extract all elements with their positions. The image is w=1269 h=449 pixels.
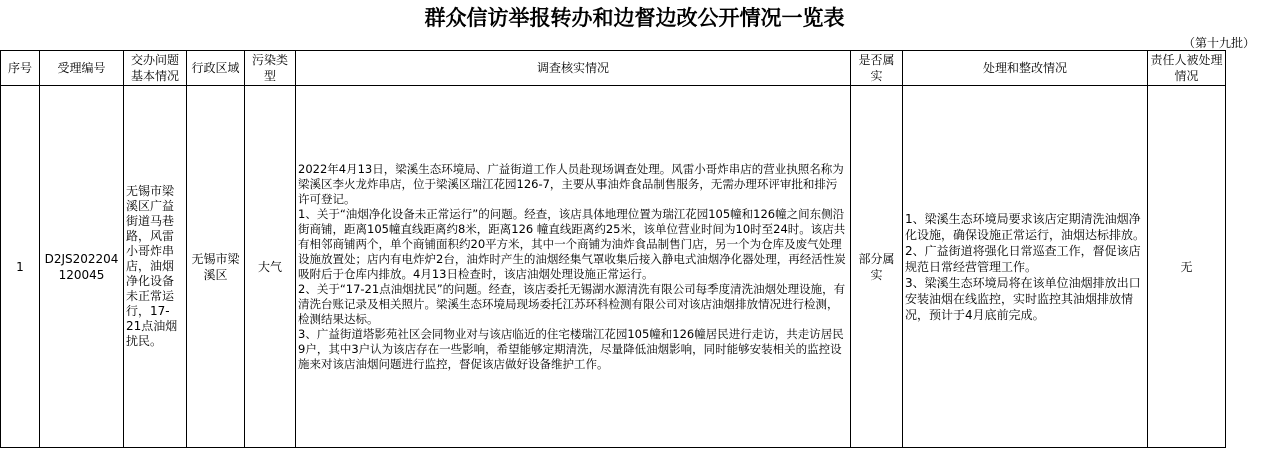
cell-issue: 无锡市梁溪区广益街道马巷路，风雷小哥炸串店，油烟净化设备未正常运行，17-21点油烟扰民。: [124, 86, 187, 448]
cell-is-true: 部分属实: [851, 86, 903, 448]
header-investigation: 调查核实情况: [296, 51, 851, 86]
cell-case-no: D2JS202204120045: [40, 86, 124, 448]
header-district: 行政区域: [187, 51, 245, 86]
header-is-true: 是否属实: [851, 51, 903, 86]
header-row: [1, 51, 1226, 86]
header-pollution: 污染类型: [245, 51, 296, 86]
page-title: 群众信访举报转办和边督边改公开情况一览表: [424, 5, 845, 30]
header-case-no: 受理编号: [40, 51, 124, 86]
header-accountability: 责任人被处理情况: [1148, 51, 1226, 86]
disclosure-table: [0, 50, 1226, 448]
cell-district: 无锡市梁溪区: [187, 86, 245, 448]
header-seq: 序号: [1, 51, 40, 86]
header-issue: 交办问题基本情况: [124, 51, 187, 86]
cell-handling: 1、梁溪生态环境局要求该店定期清洗油烟净化设施，确保设施正常运行，油烟达标排放。 2、广益街道将强化日常巡查工作，督促该店规范日常经营管理工作。 3、梁溪生态环境局将在该单位油烟排放出口安装油烟在线监控，实时监控其油烟排放情况，预计于4月底前完成。: [903, 86, 1148, 448]
cell-seq: 1: [1, 86, 40, 448]
cell-pollution: 大气: [245, 86, 296, 448]
cell-investigation: 2022年4月13日，梁溪生态环境局、广益街道工作人员赴现场调查处理。风雷小哥炸串店的营业执照名称为梁溪区李火龙炸串店，位于梁溪区瑞江花园126-7，主要从事油炸食品制售服务，无需办理环评审批和排污许可登记。 1、关于“油烟净化设备未正常运行”的问题。经查，该店具体地理位置为瑞江花园105幢和126幢之间东侧沿街商铺，距离105幢直线距离约8米，距离126 幢直线距离约25米，该单位营业时间为10时至24时。该店共有相邻商铺两个，单个商铺面积约20平方米，其中一个商铺为油炸食品制售门店，另一个为仓库及废气处理设施放置处；店内有电炸炉2台，油炸时产生的油烟经集气罩收集后接入静电式油烟净化器处理，再经活性炭吸附后于仓库内排放。4月13日检查时，该店油烟处理设施正常运行。 2、关于“17-21点油烟扰民”的问题。经查，该店委托无锡湖水源清洗有限公司每季度清洗油烟处理设施，有清洗台账记录及相关照片。梁溪生态环境局现场委托江苏环科检测有限公司对该店油烟排放情况进行检测，检测结果达标。 3、广益街道塔影苑社区会同物业对与该店临近的住宅楼瑞江花园105幢和126幢居民进行走访，共走访居民9户，其中3户认为该店存在一些影响，希望能够定期清洗，尽量降低油烟影响，同时能够安装相关的监控设施来对该店油烟问题进行监控，督促该店做好设备维护工作。: [296, 86, 851, 448]
batch-label: （第十九批）: [1182, 36, 1255, 50]
header-handling: 处理和整改情况: [903, 51, 1148, 86]
cell-accountability: 无: [1148, 86, 1226, 448]
table-row: [1, 86, 1226, 448]
